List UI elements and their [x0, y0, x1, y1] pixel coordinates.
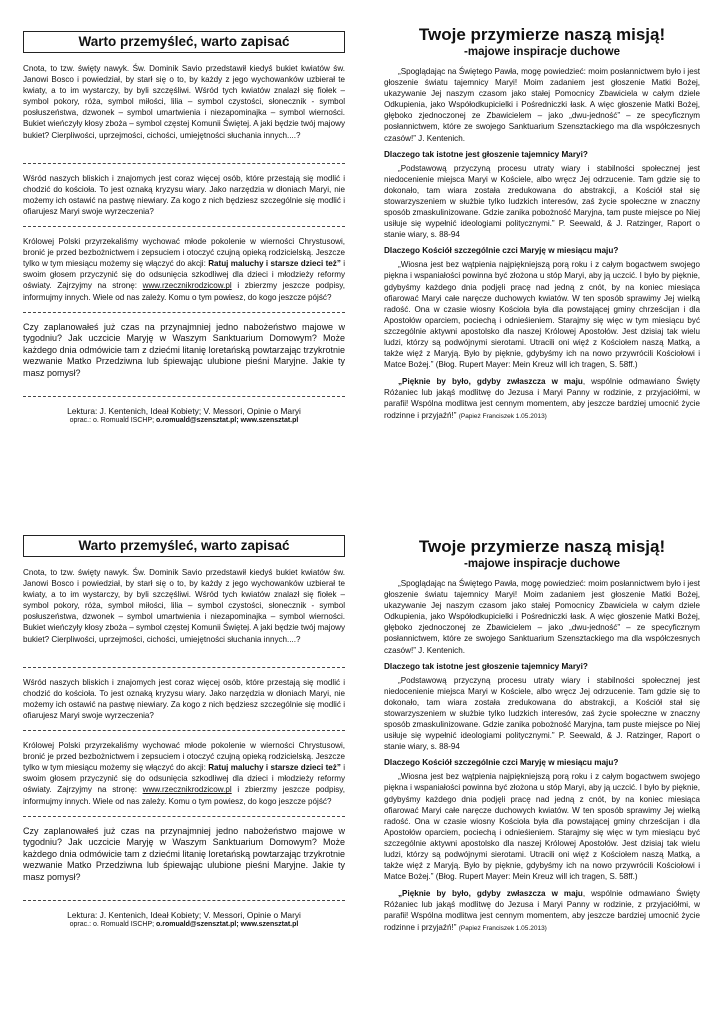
quote-kentenich: „Spoglądając na Świętego Pawła, mogę powiedzieć: moim posłannictwem było i jest głoszenie światu tajemnicy Maryi! Moim zadaniem jest głoszenie Matki Bożej, ukazywanie Jej naszym czasom jako stałej Pomocnicy Zbawiciela w całym dziele Odkupienia, jako Współodkupicielki i Pośredniczki łask. A więc głoszenie Matki Bożej, głęboko zjednoczonej ze Zbawicielem – jako „dwu-jedność” – ze specyficznym posłannictwem, które ze swojego Sanktuarium Szensztackiego ma dla współczesnych czasów!” J. Kentenich.	[384, 67, 700, 143]
right-title: Twoje przymierze naszą misją!	[418, 25, 666, 44]
paragraph-virtue: Cnota, to tzw. święty nawyk. Św. Dominik Savio przedstawił kiedyś bukiet kwiatów św. Janowi Bosco i powiedział, by starł się o to, by każdy z jego wychowanków uzbierał te kwiaty, a to im wystarczy, by byli szczęśliwi. Wśród tych kwiatów znalazł się fiołek – symbol pokory, róża, symbol miłości, lilia – symbol czystości, słonecznik - symbol posłuszeństwa, dzwonek – symbol umartwienia i niezapominajka – symbol wierności. Bukiet wieńczyły kłosy zboża – symbol częstej Komunii Świętej. A jaki będzie twój majowy bukiet? Cierpliwości, uprzejmości, cichości, umiejętności słuchania innych....?	[23, 64, 345, 140]
right-title: Twoje przymierze naszą misją!	[418, 537, 666, 556]
paragraph-may-devotion: Czy zaplanowałeś już czas na przynajmniej jedno nabożeństwo majowe w tygodniu? Jak uczcicie Maryję w Waszym Sanktuarium Domowym? Może każdego dnia odmówicie tam z dziećmi litanię loretańską powtarzając trzykrotnie wezwanie Matko Przedziwna lub śpiewając ulubione pieśni Maryjne. Jakie ty masz pomysł?	[23, 321, 345, 378]
quote-ratzinger: „Podstawową przyczyną procesu utraty wiary i stabilności społecznej jest niedocenienie miejsca Maryi w Kościele, albo wręcz Jej odrzucenie. Tam gdzie się to dokonało, tam wiara została zredukowana do abstrakcji, a Kościół stał się stowarzyszeniem w służbie tylko ludzkich interesów, zaś życie społeczne w znaczny sposób zmaskulinizowane. Gdzie zanika pobożność Maryjna, tam puste miejsce po Niej usiłuje się wypełnić ideologiami politycznymi.” P. Seewald, & J. Ratzinger, Raport o stanie wiary, s. 88-94	[384, 163, 700, 240]
left-title: Warto przemyśleć, warto zapisać	[23, 535, 345, 557]
divider	[23, 312, 345, 313]
reading-list: Lektura: J. Kentenich, Ideał Kobiety; V. Messori, Opinie o Maryi	[67, 909, 301, 920]
question-2: Dlaczego Kościół szczególnie czci Maryję w miesiącu maju?	[384, 758, 619, 768]
quote-ratzinger: „Podstawową przyczyną procesu utraty wiary i stabilności społecznej jest niedocenienie miejsca Maryi w Kościele, albo wręcz Jej odrzucenie. Tam gdzie się to dokonało, tam wiara została zredukowana do abstrakcji, a Kościół stał się stowarzyszeniem w służbie tylko ludzkich interesów, zaś życie społeczne w znaczny sposób zmaskulinizowane. Gdzie zanika pobożność Maryjna, tam puste miejsce po Niej usiłuje się wypełnić ideologiami politycznymi.” P. Seewald, & J. Ratzinger, Raport o stanie wiary, s. 88-94	[384, 675, 700, 752]
divider	[23, 163, 345, 164]
question-1: Dlaczego tak istotne jest głoszenie tajemnicy Maryi?	[384, 661, 588, 671]
question-1: Dlaczego tak istotne jest głoszenie tajemnicy Maryi?	[384, 149, 588, 159]
reading-list: Lektura: J. Kentenich, Ideał Kobiety; V. Messori, Opinie o Maryi	[67, 405, 301, 416]
website-link[interactable]: www.rzecznikrodzicow.pl	[142, 281, 232, 291]
left-column	[23, 31, 345, 424]
author-credit: oprac.: o. Romuald ISCHP; o.romuald@szensztat.pl; www.szensztat.pl	[69, 416, 299, 424]
divider	[23, 226, 345, 227]
paragraph-virtue: Cnota, to tzw. święty nawyk. Św. Dominik Savio przedstawił kiedyś bukiet kwiatów św. Janowi Bosco i powiedział, by starł się o to, by każdy z jego wychowanków uzbierał te kwiaty, a to im wystarczy, by byli szczęśliwi. Wśród tych kwiatów znalazł się fiołek – symbol pokory, róża, symbol miłości, lilia – symbol czystości, słonecznik - symbol posłuszeństwa, dzwonek – symbol umartwienia i niezapominajka – symbol wierności. Bukiet wieńczyły kłosy zboża – symbol częstej Komunii Świętej. A jaki będzie twój majowy bukiet? Cierpliwości, uprzejmości, cichości, umiejętności słuchania innych....?	[23, 568, 345, 644]
divider	[23, 396, 345, 397]
divider	[23, 730, 345, 731]
paragraph-action: Królowej Polski przyrzekaliśmy wychować młode pokolenie w wierności Chrystusowi, bronić je przed bezbożnictwem i zepsuciem i otoczyć czujną opieką rodzicielską. Jeszcze tylko w tym miesiącu możemy się włączyć do akcji: Ratuj maluchy i starsze dzieci też” i swoim głosem przyczynić się do odsunięcia szkodliwej dla dzieci i młodzieży reformy oświaty. Zajrzyjmy na stronę: www.rzecznikrodzicow.pl i zbierzmy jeszcze podpisy, informujmy innych. Wiele od nas zależy. Komu o tym powiesz, do kogo jeszcze pójść?	[23, 237, 346, 302]
author-credit: oprac.: o. Romuald ISCHP; o.romuald@szensztat.pl; www.szensztat.pl	[69, 920, 299, 928]
left-column	[23, 535, 345, 928]
leaflet-bottom	[0, 522, 725, 1024]
quote-kentenich: „Spoglądając na Świętego Pawła, mogę powiedzieć: moim posłannictwem było i jest głoszenie światu tajemnicy Maryi! Moim zadaniem jest głoszenie Matki Bożej, ukazywanie Jej naszym czasom jako stałej Pomocnicy Zbawiciela w całym dziele Odkupienia, jako Współodkupicielki i Pośredniczki łask. A więc głoszenie Matki Bożej, głęboko zjednoczonej ze Zbawicielem – jako „dwu-jedność” – ze specyficznym posłannictwem, które ze swojego Sanktuarium Szensztackiego ma dla współczesnych czasów!” J. Kentenich.	[384, 579, 700, 655]
divider	[23, 816, 345, 817]
website-link[interactable]: www.rzecznikrodzicow.pl	[142, 785, 232, 795]
question-2: Dlaczego Kościół szczególnie czci Maryję w miesiącu maju?	[384, 246, 619, 256]
right-subtitle: -majowe inspiracje duchowe	[464, 46, 620, 58]
divider	[23, 900, 345, 901]
divider	[23, 667, 345, 668]
right-column	[384, 536, 700, 934]
left-title: Warto przemyśleć, warto zapisać	[23, 31, 345, 53]
paragraph-prayer: Wśród naszych bliskich i znajomych jest coraz więcej osób, które przestają się modlić i chodzić do kościoła. To jest oznaką kryzysu wiary. Jako narzędzia w dłoniach Maryi, nie możemy ich ostawić na pastwę niewiary. Za kogo z nich będziesz szczególnie się modlić i ofiarujesz Maryi swoje wyrzeczenia?	[23, 677, 345, 720]
quote-francis: „Pięknie by było, gdyby zwłaszcza w maju, wspólnie odmawiano Święty Różaniec lub jakąś modlitwę do Jezusa i Maryi Panny w rodzinie, z przyjaciółmi, w parafii! Wspólna modlitwa jest cennym momentem, aby jeszcze bardziej umocnić życie rodzinne i przyjaźń!” (Papież Franciszek 1.05.2013)	[384, 377, 700, 420]
paragraph-action: Królowej Polski przyrzekaliśmy wychować młode pokolenie w wierności Chrystusowi, bronić je przed bezbożnictwem i zepsuciem i otoczyć czujną opieką rodzicielską. Jeszcze tylko w tym miesiącu możemy się włączyć do akcji: Ratuj maluchy i starsze dzieci też” i swoim głosem przyczynić się do odsunięcia szkodliwej dla dzieci i młodzieży reformy oświaty. Zajrzyjmy na stronę: www.rzecznikrodzicow.pl i zbierzmy jeszcze podpisy, informujmy innych. Wiele od nas zależy. Komu o tym powiesz, do kogo jeszcze pójść?	[23, 741, 346, 806]
right-subtitle: -majowe inspiracje duchowe	[464, 558, 620, 570]
quote-francis: „Pięknie by było, gdyby zwłaszcza w maju, wspólnie odmawiano Święty Różaniec lub jakąś modlitwę do Jezusa i Maryi Panny w rodzinie, z przyjaciółmi, w parafii! Wspólna modlitwa jest cennym momentem, aby jeszcze bardziej umocnić życie rodzinne i przyjaźń!” (Papież Franciszek 1.05.2013)	[384, 889, 700, 932]
leaflet-top	[0, 0, 725, 502]
quote-mayer: „Wiosna jest bez wątpienia najpiękniejszą porą roku i z całym bogactwem swojego piękna i wspaniałości powinna być złożona u stóp Maryi, aby ją uczcić. I było by pięknie, gdybyśmy każdego dnia podjęli pracę nad jedną z cnót, by na koniec miesiąca ofiarować Maryi całe naręcze duchowych kwiatów. W ten sposób sprawimy Jej wielką radość. Ona w czasie wiosny Kościoła była dla powstającej gminy chrześcijan i dla Apostołów oparciem, pociechą i odnieśieniem. Starajmy się więc w tym miesiącu być szczególnie aktywni apostolsko dla naszej Królowej Apostołów. Jest dzisiaj tak wielu ludzi, którzy są podwójnymi sierotami. Utracili oni więź z Kościołem naszą Matką, a także więź z Maryją. Było by pięknie, gdybyśmy ich na nowo przywrócili Kościołowi i Matce Bożej.” (Błog. Rupert Mayer: Mein Kreuz will ich tragen, S. 58ff.)	[384, 772, 700, 882]
paragraph-prayer: Wśród naszych bliskich i znajomych jest coraz więcej osób, które przestają się modlić i chodzić do kościoła. To jest oznaką kryzysu wiary. Jako narzędzia w dłoniach Maryi, nie możemy ich ostawić na pastwę niewiary. Za kogo z nich będziesz szczególnie się modlić i ofiarujesz Maryi swoje wyrzeczenia?	[23, 173, 345, 216]
quote-mayer: „Wiosna jest bez wątpienia najpiękniejszą porą roku i z całym bogactwem swojego piękna i wspaniałości powinna być złożona u stóp Maryi, aby ją uczcić. I było by pięknie, gdybyśmy każdego dnia podjęli pracę nad jedną z cnót, by na koniec miesiąca ofiarować Maryi całe naręcze duchowych kwiatów. W ten sposób sprawimy Jej wielką radość. Ona w czasie wiosny Kościoła była dla powstającej gminy chrześcijan i dla Apostołów oparciem, pociechą i odnieśieniem. Starajmy się więc w tym miesiącu być szczególnie aktywni apostolsko dla naszej Królowej Apostołów. Jest dzisiaj tak wielu ludzi, którzy są podwójnymi sierotami. Utracili oni więź z Kościołem naszą Matką, a także więź z Maryją. Było by pięknie, gdybyśmy ich na nowo przywrócili Kościołowi i Matce Bożej.” (Błog. Rupert Mayer: Mein Kreuz will ich tragen, S. 58ff.)	[384, 260, 700, 370]
right-column	[384, 24, 700, 422]
paragraph-may-devotion: Czy zaplanowałeś już czas na przynajmniej jedno nabożeństwo majowe w tygodniu? Jak uczcicie Maryję w Waszym Sanktuarium Domowym? Może każdego dnia odmówicie tam z dziećmi litanię loretańską powtarzając trzykrotnie wezwanie Matko Przedziwna lub śpiewając ulubione pieśni Maryjne. Jakie ty masz pomysł?	[23, 825, 345, 882]
